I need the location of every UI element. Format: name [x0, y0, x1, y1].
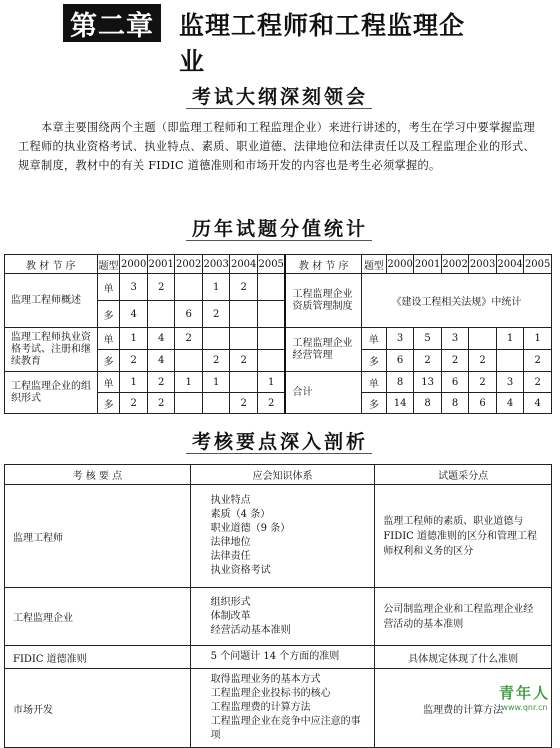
knowledge-list — [190, 646, 375, 669]
value-cell: 14 — [386, 393, 414, 414]
value-cell: 5 — [414, 328, 442, 350]
scoring-cell: 具体规定体现了什么准则 — [375, 646, 552, 669]
knowledge-item: 组织形式 — [210, 596, 251, 608]
table-row — [5, 274, 552, 301]
header-year: 2000 — [120, 255, 148, 274]
knowledge-item: 素质（4 条） — [210, 509, 271, 520]
value-cell — [175, 350, 203, 372]
header-topic: 教 材 节 序 — [285, 255, 361, 274]
value-cell: 2 — [524, 350, 552, 372]
header-year: 2005 — [257, 255, 285, 274]
topic-cell: 工程监理企业资质管理制度 — [285, 274, 361, 328]
knowledge-list — [190, 669, 375, 748]
value-cell: 1 — [524, 328, 552, 350]
value-cell: 3 — [496, 372, 524, 393]
value-cell: 4 — [147, 328, 175, 350]
value-cell: 2 — [202, 350, 230, 372]
value-cell: 6 — [386, 350, 414, 372]
type-cell: 多 — [97, 301, 120, 328]
type-cell: 单 — [361, 328, 386, 350]
knowledge-item: 经营活动基本准则 — [210, 624, 291, 636]
section-title-score-stats: 历年试题分值统计 — [191, 218, 368, 240]
value-cell: 4 — [147, 350, 175, 372]
point-cell: FIDIC 道德准则 — [5, 646, 191, 669]
table-row — [5, 485, 552, 588]
value-cell — [175, 393, 203, 414]
point-cell: 市场开发 — [5, 669, 191, 748]
header-type: 题型 — [97, 255, 120, 274]
value-cell: 13 — [414, 372, 442, 393]
watermark-url: www.qnr.cn — [501, 703, 548, 712]
chapter-title: 监理工程师和工程监理企业 — [179, 11, 466, 76]
header-type: 题型 — [361, 255, 386, 274]
topic-cell: 监理工程师概述 — [5, 274, 98, 328]
knowledge-item: 5 个问题计 14 个方面的准则 — [210, 651, 340, 662]
value-cell: 2 — [202, 301, 230, 328]
value-cell: 2 — [120, 350, 148, 372]
value-cell: 2 — [230, 274, 258, 301]
value-cell — [202, 328, 230, 350]
table-row — [5, 646, 552, 669]
section-title-key-points: 考核要点深入剖析 — [191, 431, 368, 453]
type-cell: 多 — [97, 393, 120, 414]
scoring-cell: 公司制监理企业和工程监理企业经营活动的基本准则 — [375, 588, 552, 646]
value-cell — [202, 393, 230, 414]
value-cell: 4 — [120, 301, 148, 328]
value-cell: 2 — [230, 350, 258, 372]
header-year: 2003 — [202, 255, 230, 274]
value-cell — [469, 328, 497, 350]
header-year: 2003 — [469, 255, 497, 274]
section-rule — [186, 108, 372, 109]
site-watermark — [499, 682, 550, 712]
table-row — [5, 372, 552, 393]
header-year: 2002 — [441, 255, 469, 274]
type-cell: 单 — [97, 372, 120, 393]
header-scoring: 试题采分点 — [375, 465, 552, 485]
table-row — [5, 669, 552, 748]
value-cell: 1 — [202, 372, 230, 393]
section-rule — [186, 240, 372, 241]
topic-cell: 工程监理企业经营管理 — [285, 328, 361, 372]
topic-cell: 监理工程师执业资格考试、注册和继续教育 — [5, 328, 98, 372]
value-cell: 2 — [469, 350, 497, 372]
knowledge-list — [190, 485, 375, 588]
header-point: 考 核 要 点 — [5, 465, 191, 485]
value-cell — [257, 350, 285, 372]
value-cell: 2 — [524, 372, 552, 393]
value-cell — [175, 274, 203, 301]
value-cell: 1 — [120, 372, 148, 393]
type-cell: 单 — [97, 274, 120, 301]
value-cell: 1 — [496, 328, 524, 350]
value-cell — [257, 301, 285, 328]
table-header-row — [5, 255, 552, 274]
value-cell — [147, 301, 175, 328]
value-cell: 6 — [469, 393, 497, 414]
header-year: 2001 — [414, 255, 442, 274]
value-cell: 2 — [147, 274, 175, 301]
section-rule — [186, 453, 372, 454]
table-row — [5, 328, 552, 350]
value-cell: 2 — [257, 393, 285, 414]
value-cell — [257, 274, 285, 301]
header-year: 2004 — [496, 255, 524, 274]
value-cell: 4 — [524, 393, 552, 414]
topic-cell: 合计 — [285, 372, 361, 414]
header-year: 2002 — [175, 255, 203, 274]
watermark-logo-text: 青年人 — [498, 684, 550, 702]
point-cell: 工程监理企业 — [5, 588, 191, 646]
type-cell: 多 — [361, 350, 386, 372]
value-cell: 3 — [386, 328, 414, 350]
value-cell: 8 — [414, 393, 442, 414]
value-cell: 2 — [414, 350, 442, 372]
key-points-table — [4, 464, 552, 748]
topic-cell: 工程监理企业的组织形式 — [5, 372, 98, 414]
value-cell — [230, 328, 258, 350]
value-cell — [230, 372, 258, 393]
value-cell: 2 — [230, 393, 258, 414]
type-cell: 多 — [97, 350, 120, 372]
header-year: 2004 — [230, 255, 258, 274]
header-year: 2001 — [147, 255, 175, 274]
value-cell: 1 — [257, 372, 285, 393]
value-cell: 6 — [175, 301, 203, 328]
value-cell — [230, 301, 258, 328]
header-topic: 教 材 节 序 — [5, 255, 98, 274]
knowledge-list — [190, 588, 375, 646]
header-year: 2000 — [386, 255, 414, 274]
table-header-row — [5, 465, 552, 485]
value-cell: 1 — [202, 274, 230, 301]
value-cell: 1 — [175, 372, 203, 393]
header-year: 2005 — [524, 255, 552, 274]
knowledge-item: 取得监理业务的基本方式 — [210, 674, 321, 685]
knowledge-item: 法律地位 — [210, 537, 251, 548]
value-cell: 1 — [120, 328, 148, 350]
point-cell: 监理工程师 — [5, 485, 191, 588]
value-cell: 6 — [441, 372, 469, 393]
value-cell: 2 — [147, 393, 175, 414]
score-stats-table — [4, 254, 552, 414]
value-cell — [257, 328, 285, 350]
value-cell: 4 — [496, 393, 524, 414]
value-cell: 2 — [441, 350, 469, 372]
merged-note-cell: 《建设工程相关法规》中统计 — [361, 274, 551, 328]
type-cell: 多 — [361, 393, 386, 414]
value-cell: 3 — [441, 328, 469, 350]
type-cell: 单 — [361, 372, 386, 393]
scoring-cell: 监理费的计算方法 — [375, 669, 552, 748]
value-cell: 3 — [120, 274, 148, 301]
value-cell — [496, 350, 524, 372]
knowledge-item: 体制改革 — [210, 610, 251, 622]
knowledge-item: 法律责任 — [210, 551, 251, 562]
value-cell: 8 — [441, 393, 469, 414]
scoring-cell: 监理工程师的素质、职业道德与 FIDIC 道德准则的区分和管理工程师权利和义务的区分 — [375, 485, 552, 588]
section-title-outline: 考试大纲深刻领会 — [191, 86, 368, 108]
knowledge-item: 工程监理企业投标书的核心 — [210, 688, 331, 699]
value-cell: 2 — [147, 372, 175, 393]
knowledge-item: 执业特点 — [210, 495, 251, 506]
knowledge-item: 工程监理费的计算方法 — [210, 702, 311, 713]
chapter-badge: 第二章 — [63, 4, 161, 42]
value-cell: 2 — [469, 372, 497, 393]
intro-paragraph: 本章主要围绕两个主题（即监理工程师和工程监理企业）来进行讲述的，考生在学习中要掌握监理工程师的执业资格考试、执业特点、素质、职业道德、法律地位和法律责任以及工程监理企业的形式、规章制度，教材中的有关 FIDIC 道德准则和市场开发的内容也是考生必须掌握的。 — [18, 121, 535, 172]
type-cell: 单 — [97, 328, 120, 350]
knowledge-item: 执业资格考试 — [210, 565, 271, 576]
knowledge-item: 工程监理企业在竞争中应注意的事项 — [210, 716, 361, 741]
value-cell: 2 — [175, 328, 203, 350]
knowledge-item: 职业道德（9 条） — [210, 523, 291, 534]
value-cell: 2 — [120, 393, 148, 414]
header-knowledge: 应会知识体系 — [190, 465, 375, 485]
chapter-header — [63, 4, 483, 76]
value-cell: 8 — [386, 372, 414, 393]
table-row — [5, 588, 552, 646]
